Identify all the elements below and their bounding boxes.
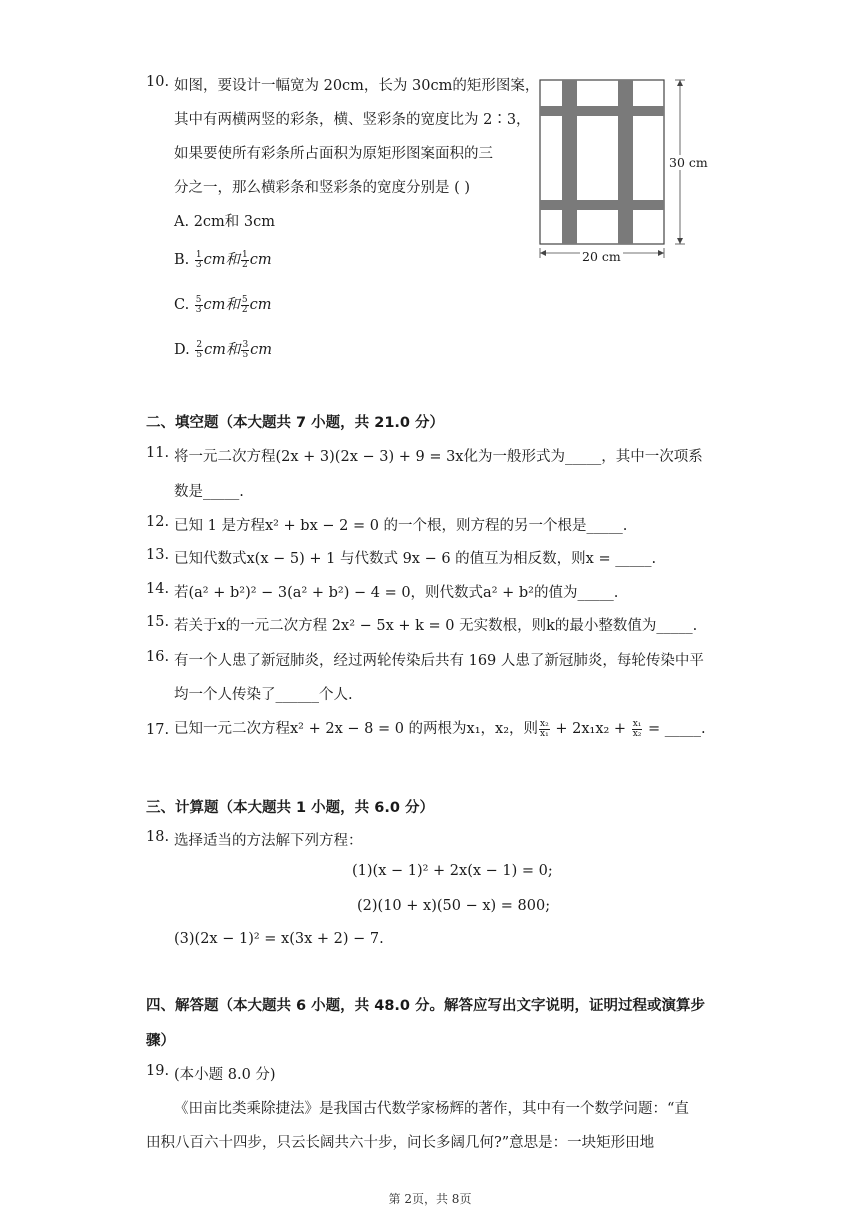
question-15-text: 若关于x的一元二次方程 2x² − 5x + k = 0 无实数根，则k的最小整数值为_____.	[174, 618, 698, 634]
equation-1: (1)(x − 1)² + 2x(x − 1) = 0;	[352, 863, 553, 879]
question-18-intro: 选择适当的方法解下列方程：	[174, 833, 363, 849]
question-16-text: 均一个人传染了______个人.	[174, 687, 353, 703]
section-title-solutions-cont: 骤）	[146, 1033, 175, 1049]
question-number: 13.	[146, 547, 170, 563]
section-title-solutions: 四、解答题（本大题共 6 小题，共 48.0 分。解答应写出文字说明，证明过程或演算步	[146, 998, 706, 1014]
figure-width-label: 20 cm	[582, 249, 621, 264]
equation-2: (2)(10 + x)(50 − x) = 800;	[357, 898, 551, 914]
section-title-fill-in: 二、填空题（本大题共 7 小题，共 21.0 分）	[146, 415, 445, 431]
question-number: 12.	[146, 514, 170, 530]
option-a: A. 2cm和 3cm	[174, 214, 275, 230]
question-16-text: 有一个人患了新冠肺炎，经过两轮传染后共有 169 人患了新冠肺炎，每轮传染中平	[174, 653, 704, 669]
question-text-line: 其中有两横两竖的彩条，横、竖彩条的宽度比为 2∶3，	[174, 112, 531, 128]
question-text-line: 如果要使所有彩条所占面积为原矩形图案面积的三	[174, 146, 493, 162]
question-11-text: 将一元二次方程(2x + 3)(2x − 3) + 9 = 3x化为一般形式为_____，其中一次项系	[174, 449, 703, 465]
rectangle-stripes-figure	[530, 72, 720, 272]
question-13-text: 已知代数式x(x − 5) + 1 与代数式 9x − 6 的值互为相反数，则x = _____.	[174, 551, 657, 567]
option-c: C. $\frac{5}{3}$ cm和 $\frac{5}{2}$ cm	[174, 294, 272, 315]
equation-3: (3)(2x − 1)² = x(3x + 2) − 7.	[174, 931, 384, 947]
question-number: 11.	[146, 445, 170, 461]
option-b: B. $\frac{1}{3}$ cm和 $\frac{1}{2}$ cm	[174, 249, 272, 270]
question-text-line: 分之一，那么横彩条和竖彩条的宽度分别是 ( )	[174, 180, 471, 196]
question-text-line: 如图，要设计一幅宽为 20cm，长为 30cm的矩形图案，	[174, 78, 540, 94]
question-19-text: 《田亩比类乘除捷法》是我国古代数学家杨辉的著作，其中有一个数学问题：“直	[174, 1101, 689, 1117]
question-17-text: 已知一元二次方程x² + 2x − 8 = 0 的两根为x₁，x₂，则 $\frac{\text{x₂}}{\text{x₁}}$ + 2x₁x₂ + $\frac{\text{x₁}}{\text{x₂}}$ = _____.	[174, 718, 706, 739]
question-14-text: 若(a² + b²)² − 3(a² + b²) − 4 = 0，则代数式a² + b²的值为_____.	[174, 585, 619, 601]
question-number: 10.	[146, 74, 170, 90]
option-d: D. $\frac{2}{5}$ cm和 $\frac{3}{5}$ cm	[174, 339, 273, 360]
page-footer: 第 2页，共 8页	[388, 1192, 472, 1206]
question-number: 14.	[146, 581, 170, 597]
question-number: 19.	[146, 1063, 170, 1079]
question-19-text: 田积八百六十四步，只云长阔共六十步，问长多阔几何?”意思是：一块矩形田地	[146, 1135, 655, 1151]
question-number: 15.	[146, 614, 170, 630]
figure-height-label: 30 cm	[669, 155, 708, 170]
question-19-score: (本小题 8.0 分)	[174, 1067, 276, 1083]
question-number: 16.	[146, 649, 170, 665]
question-number: 18.	[146, 829, 170, 845]
section-title-calculation: 三、计算题（本大题共 1 小题，共 6.0 分）	[146, 800, 434, 816]
question-number: 17.	[146, 722, 170, 738]
question-11-text: 数是_____.	[174, 484, 244, 500]
question-12-text: 已知 1 是方程x² + bx − 2 = 0 的一个根，则方程的另一个根是_____.	[174, 518, 628, 534]
